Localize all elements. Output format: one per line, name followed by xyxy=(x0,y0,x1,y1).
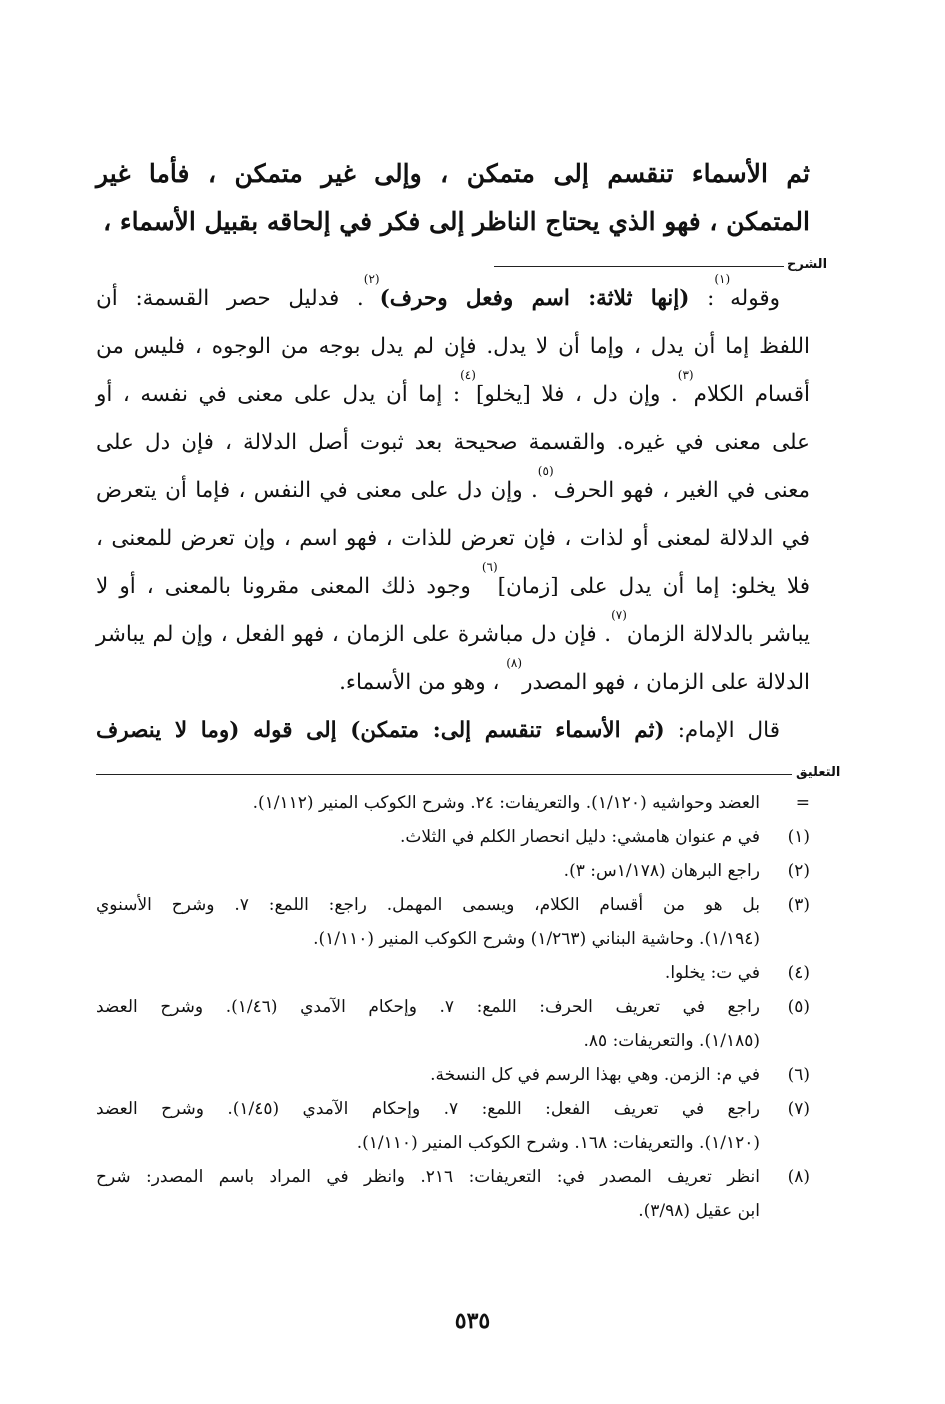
footnote xyxy=(96,786,810,820)
footnote xyxy=(96,990,810,1058)
footnote xyxy=(96,1160,810,1228)
footnote xyxy=(96,854,810,888)
footnotes xyxy=(96,786,810,1228)
footnote-number: (٢) xyxy=(787,861,810,881)
footnote-ref[interactable]: (٥) xyxy=(537,464,554,478)
footnote xyxy=(96,888,810,956)
sharh-line: أقسام الكلام$^{(٣)}$. وإن دل ، فلا [يخلو]$^{(٤)}$: إما أن يدل على معنى في نفسه ، أو xyxy=(96,368,810,407)
quoted-matn: (ثم الأسماء تنقسم إلى: متمكن) إلى قوله (وما لا ينصرف xyxy=(96,718,665,743)
quoted-matn: (إنها ثلاثة: اسم وفعل وحرف) xyxy=(379,286,690,311)
footnote-ref[interactable]: (٤) xyxy=(460,368,476,382)
sharh-line: اللفظ إما أن يدل ، وإما أن لا يدل. فإن لم يدل بوجه من الوجوه ، فليس من xyxy=(96,334,810,359)
footnote-text: ابن عقيل (٣/٩٨). xyxy=(638,1201,760,1221)
sharh-label: الشرح xyxy=(787,257,828,272)
footnote xyxy=(96,820,810,854)
footnote-text: راجع في تعريف الحرف: اللمع: ٧. وإحكام الآمدي (١/٤٦). وشرح العضد xyxy=(96,997,761,1017)
footnote-text: في م عنوان هامشي: دليل انحصار الكلم في الثلاث. xyxy=(399,827,760,847)
footnote-ref[interactable]: (٨) xyxy=(506,656,523,670)
footnotes-separator xyxy=(96,774,792,775)
sharh-line: الدلالة على الزمان ، فهو المصدر$^{(٨)}$ ، وهو من الأسماء. xyxy=(339,656,810,695)
footnote-text: (١/١٨٥). والتعريفات: ٨٥. xyxy=(583,1031,760,1051)
footnote-number: = xyxy=(795,793,810,813)
footnote xyxy=(96,1092,810,1160)
sharh-text xyxy=(96,272,810,755)
sharh-line: معنى في الغير ، فهو الحرف$^{(٥)}$. وإن دل على معنى في النفس ، فإما أن يتعرض xyxy=(96,464,810,503)
sharh-line: على معنى في غيره. والقسمة صحيحة بعد ثبوت أصل الدلالة ، فإن دل على xyxy=(96,430,810,455)
footnote-number: (٧) xyxy=(787,1099,810,1119)
footnote-text: بل هو من أقسام الكلام، ويسمى المهمل. راجع: اللمع: ٧. وشرح الأسنوي xyxy=(96,895,760,915)
footnote-number: (٥) xyxy=(787,997,810,1017)
footnote-number: (٣) xyxy=(787,895,810,915)
footnote-text: (١/١٢٠). والتعريفات: ١٦٨. وشرح الكوكب المنير (١/١١٠). xyxy=(356,1133,760,1153)
sharh-line: في الدلالة لمعنى أو لذات ، فإن تعرض للذات ، فهو اسم ، وإن تعرض للمعنى ، xyxy=(96,526,810,551)
sharh-line: وقوله$^{(١)}$: (إنها ثلاثة: اسم وفعل وحرف)$^{(٢)}$. فدليل حصر القسمة: أن xyxy=(96,272,780,311)
footnote-number: (٤) xyxy=(787,963,810,983)
sharh-line: قال الإمام: (ثم الأسماء تنقسم إلى: متمكن) إلى قوله (وما لا ينصرف xyxy=(96,718,780,743)
footnote-number: (١) xyxy=(787,827,810,847)
footnote-text: (١/١٩٤). وحاشية البناني (١/٢٦٣) وشرح الكوكب المنير (١/١١٠). xyxy=(313,929,760,949)
footnote-text: في ت: يخلوا. xyxy=(664,963,760,983)
footnote-ref[interactable]: (٧) xyxy=(611,608,627,622)
footnote-text: في م: الزمن. وهي بهذا الرسم في كل النسخة. xyxy=(430,1065,760,1085)
footnote xyxy=(96,1058,810,1092)
page-number: ٥٣٥ xyxy=(454,1308,491,1334)
matn-line: المتمكن ، فهو الذي يحتاج الناظر إلى فكر في إلحاقه بقبيل الأسماء ، xyxy=(103,207,810,236)
matn-text xyxy=(96,150,810,246)
footnote-ref[interactable]: (٦) xyxy=(481,560,498,574)
sharh-separator xyxy=(494,266,784,267)
sharh-line: فلا يخلو: إما أن يدل على [زمان]$^{(٦)}$ وجود ذلك المعنى مقرونا بالمعنى ، أو لا xyxy=(96,560,810,599)
footnote-text: العضد وحواشيه (١/١٢٠). والتعريفات: ٢٤. وشرح الكوكب المنير (١/١١٢). xyxy=(252,793,760,813)
footnote-ref[interactable]: (١) xyxy=(714,272,731,286)
footnote-number: (٨) xyxy=(787,1167,810,1187)
footnote-text: راجع في تعريف الفعل: اللمع: ٧. وإحكام الآمدي (١/٤٥). وشرح العضد xyxy=(96,1099,760,1119)
footnote xyxy=(96,956,810,990)
footnote-ref[interactable]: (٣) xyxy=(677,368,694,382)
footnote-number: (٦) xyxy=(787,1065,810,1085)
footnote-ref[interactable]: (٢) xyxy=(363,272,380,286)
matn-line: ثم الأسماء تنقسم إلى متمكن ، وإلى غير متمكن ، فأما غير xyxy=(96,159,810,188)
taliq-label: التعليق xyxy=(796,765,841,780)
footnote-text: انظر تعريف المصدر في: التعريفات: ٢١٦. وانظر في المراد باسم المصدر: شرح xyxy=(96,1167,760,1187)
sharh-line: يباشر بالدلالة الزمان$^{(٧)}$. فإن دل مباشرة على الزمان ، فهو الفعل ، وإن لم يباشر xyxy=(96,608,810,647)
footnote-text: راجع البرهان (١/١٧٨س: ٣). xyxy=(563,861,760,881)
